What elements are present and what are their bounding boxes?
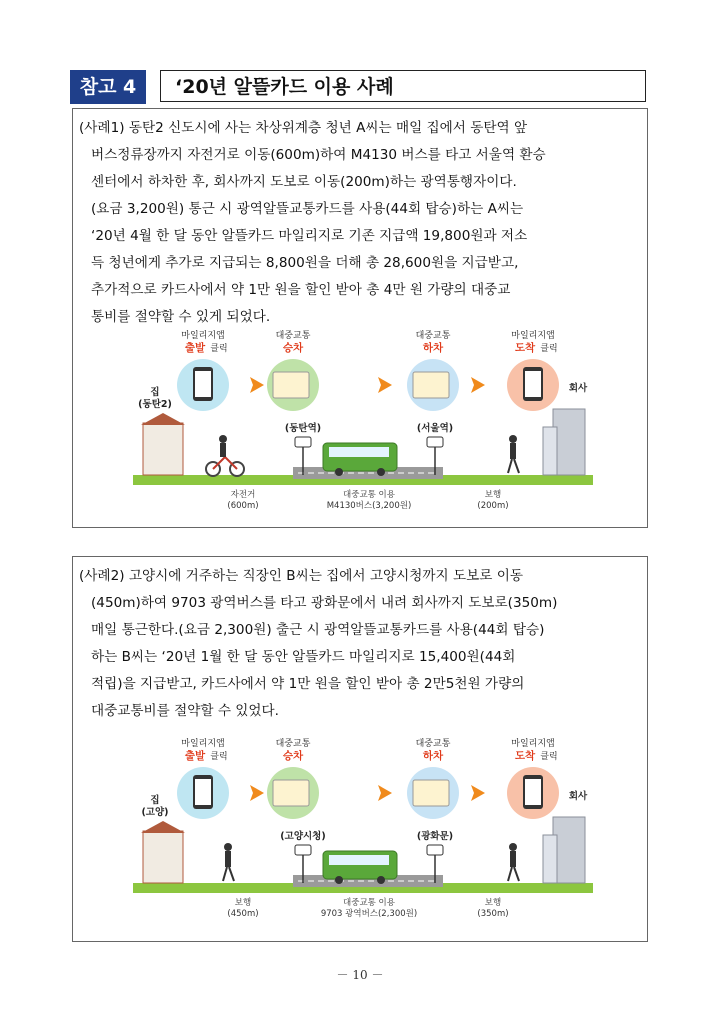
seg3-sublabel: (350m) (477, 909, 509, 919)
seg2-label: 대중교통 이용 (343, 898, 395, 908)
card-icon (273, 780, 309, 806)
home-sublabel: (동탄2) (138, 399, 172, 410)
home-sublabel: (고양) (141, 807, 169, 818)
apartment-icon (141, 821, 185, 883)
arrow-icon (471, 785, 485, 801)
step3-alighting (407, 329, 459, 411)
case1-line: 추가적으로 카드사에서 약 1만 원을 할인 받아 총 4만 원 가량의 대중교 (91, 282, 511, 298)
step3-title: 대중교통 (415, 331, 451, 341)
seg2-sublabel: 9703 광역버스(2,300원) (320, 909, 418, 919)
arrow-icon (378, 377, 392, 393)
seg3-sublabel: (200m) (477, 501, 509, 511)
step4-app-arrive (507, 329, 559, 411)
step1-app-start (177, 329, 229, 411)
card-icon (413, 372, 449, 398)
page-number: － 10 － (336, 968, 384, 982)
section-header (70, 70, 648, 104)
step2-red: 승차 (282, 750, 304, 762)
stop2-label: (광화문) (416, 831, 454, 842)
card-icon (413, 780, 449, 806)
walking-person-icon (508, 435, 519, 473)
step4-title: 마일리지앱 (511, 739, 555, 749)
office-label: 회사 (568, 383, 588, 394)
apartment-icon (141, 413, 185, 475)
seg3-label: 보행 (484, 490, 502, 500)
step1-red: 출발 (184, 750, 206, 762)
case1-line: (요금 3,200원) 통근 시 광역알뜰교통카드를 사용(44회 탑승)하는 A씨는 (91, 201, 524, 217)
case2-line: 매일 통근한다.(요금 2,300원) 출근 시 광역알뜰교통카드를 사용(44회 탑승) (91, 622, 545, 638)
walking-person-icon (223, 843, 234, 881)
case1-commute-diagram (133, 327, 593, 527)
step4-title: 마일리지앱 (511, 331, 555, 341)
step1-rest: 클릭 (210, 752, 228, 762)
home-label: 집 (150, 795, 160, 806)
office-label: 회사 (568, 791, 588, 802)
seg2-label: 대중교통 이용 (343, 490, 395, 500)
step4-rest: 클릭 (540, 344, 558, 354)
arrow-icon (250, 377, 264, 393)
case2-line: (사례2) 고양시에 거주하는 직장인 B씨는 집에서 고양시청까지 도보로 이동 (79, 568, 523, 584)
case1-line: (사례1) 동탄2 신도시에 사는 차상위계층 청년 A씨는 매일 집에서 동탄역 앞 (79, 120, 528, 136)
step3-red: 하차 (422, 342, 444, 354)
step1-red: 출발 (184, 342, 206, 354)
stop2-label: (서울역) (416, 423, 454, 434)
seg1-sublabel: (600m) (227, 501, 259, 511)
case1-line: ‘20년 4월 한 달 동안 알뜰카드 마일리지로 기존 지급액 19,800원과 저소 (91, 228, 528, 244)
step4-app-arrive (507, 737, 559, 819)
step1-app-start (177, 737, 229, 819)
home-label: 집 (150, 387, 160, 398)
step3-title: 대중교통 (415, 739, 451, 749)
step2-boarding (267, 737, 319, 819)
step4-red: 도착 (514, 750, 536, 762)
office-building-icon (543, 409, 585, 475)
step2-red: 승차 (282, 342, 304, 354)
case1-line: 득 청년에게 추가로 지급되는 8,800원을 더해 총 28,600원을 지급받고, (91, 255, 519, 271)
case2-line: (450m)하여 9703 광역버스를 타고 광화문에서 내려 회사까지 도보로(350m) (91, 595, 558, 611)
case2-paragraph (79, 563, 641, 725)
step1-title: 마일리지앱 (181, 739, 225, 749)
step4-red: 도착 (514, 342, 536, 354)
case1-paragraph (79, 115, 641, 331)
case2-line: 대중교통비를 절약할 수 있었다. (91, 703, 279, 719)
bus-icon (323, 851, 397, 884)
card-icon (273, 372, 309, 398)
step1-rest: 클릭 (210, 344, 228, 354)
step3-red: 하차 (422, 750, 444, 762)
bus-icon (323, 443, 397, 476)
reference-tag: 참고 4 (70, 70, 146, 104)
case1-line: 통비를 절약할 수 있게 되었다. (91, 309, 271, 325)
seg2-sublabel: M4130버스(3,200원) (326, 501, 412, 511)
step2-boarding (267, 329, 319, 411)
office-building-icon (543, 817, 585, 883)
seg1-sublabel: (450m) (227, 909, 259, 919)
walking-person-icon (508, 843, 519, 881)
step4-rest: 클릭 (540, 752, 558, 762)
case1-line: 버스정류장까지 자전거로 이동(600m)하여 M4130 버스를 타고 서울역 환승 (91, 147, 546, 163)
case2-commute-diagram (133, 735, 593, 935)
step2-title: 대중교통 (275, 739, 311, 749)
arrow-icon (378, 785, 392, 801)
case2-line: 하는 B씨는 ‘20년 1월 한 달 동안 알뜰카드 마일리지로 15,400원(44회 (91, 649, 516, 665)
step2-title: 대중교통 (275, 331, 311, 341)
case1-box (72, 108, 648, 528)
section-title: ‘20년 알뜰카드 이용 사례 (160, 70, 646, 102)
case2-line: 적립)을 지급받고, 카드사에서 약 1만 원을 할인 받아 총 2만5천원 가량의 (91, 676, 525, 692)
stop1-label: (동탄역) (284, 423, 322, 434)
bicycle-icon (206, 435, 244, 476)
case1-line: 센터에서 하차한 후, 회사까지 도보로 이동(200m)하는 광역통행자이다. (91, 174, 517, 190)
arrow-icon (471, 377, 485, 393)
seg1-label: 보행 (234, 898, 252, 908)
case2-box (72, 556, 648, 942)
step1-title: 마일리지앱 (181, 331, 225, 341)
seg3-label: 보행 (484, 898, 502, 908)
seg1-label: 자전거 (230, 490, 256, 500)
step3-alighting (407, 737, 459, 819)
arrow-icon (250, 785, 264, 801)
stop1-label: (고양시청) (280, 831, 326, 842)
